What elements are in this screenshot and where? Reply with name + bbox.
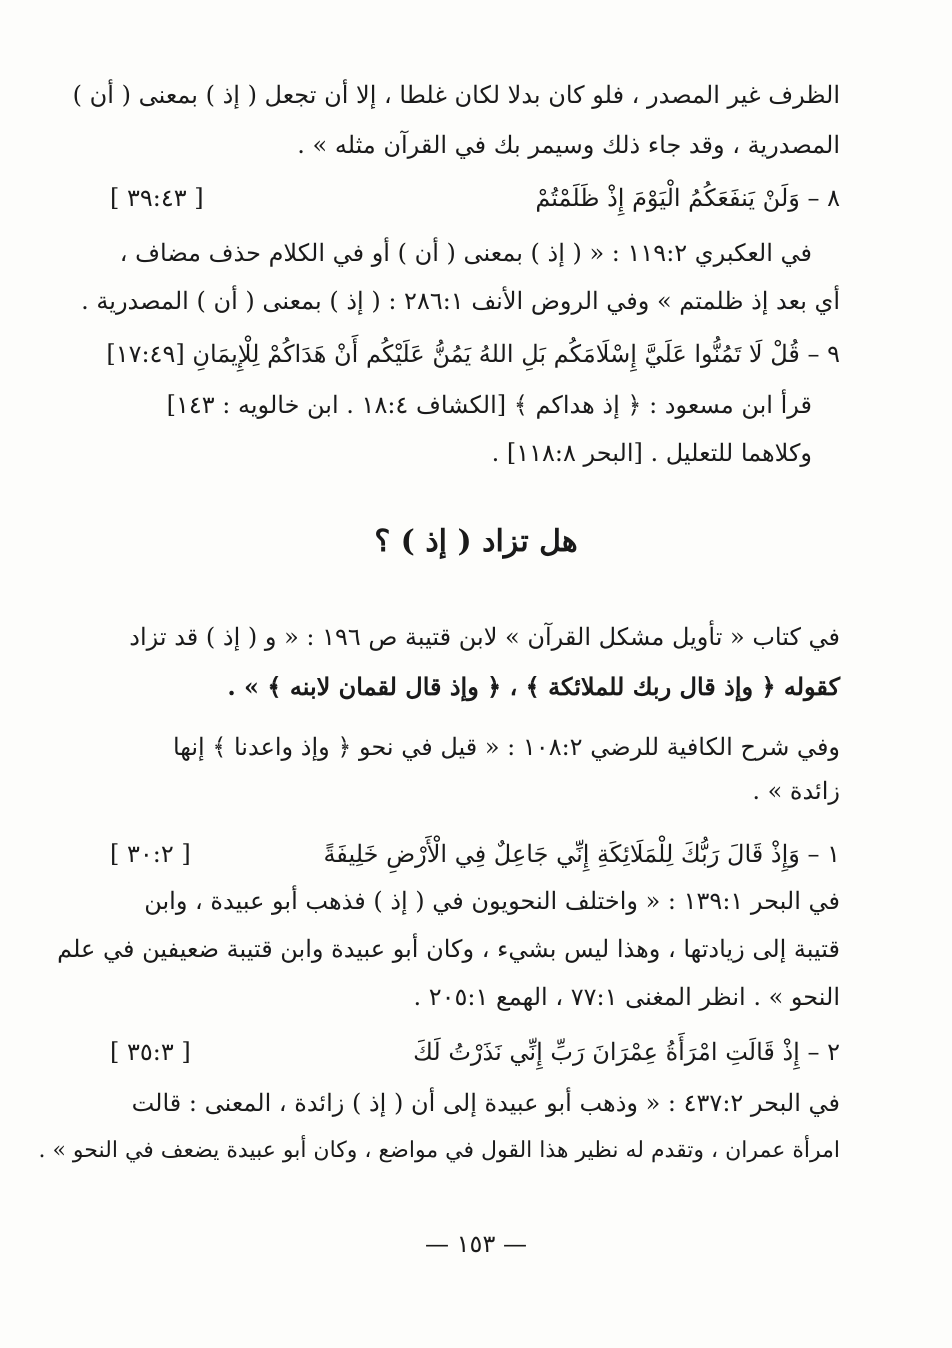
verse-text: ١ – وَإِذْ قَالَ رَبُّكَ لِلْمَلَائِكَةِ إِنِّي جَاعِلٌ فِي الْأَرْضِ خَلِيفَةً <box>323 840 840 868</box>
note-line: في البحر ١٣٩:١ : « واختلف النحويون في ( إذ ) فذهب أبو عبيدة ، وابن <box>144 887 840 915</box>
note-line: وكلاهما للتعليل . [البحر ١١٨:٨] . <box>491 439 812 467</box>
note-line: في البحر ٤٣٧:٢ : « وذهب أبو عبيدة إلى أن ( إذ ) زائدة ، المعنى : قالت <box>131 1089 840 1117</box>
page-number: — ١٥٣ — <box>425 1230 527 1258</box>
verse-reference: [ ٣٥:٣ ] <box>110 1038 191 1066</box>
note-line: النحو » . انظر المغنى ٧٧:١ ، الهمع ٢٠٥:١ . <box>413 983 840 1011</box>
paragraph-line: كقوله ﴿ وإذ قال ربك للملائكة ﴾ ، ﴿ وإذ قال لقمان لابنه ﴾ » . <box>227 672 840 701</box>
note-line: أي بعد إذ ظلمتم » وفي الروض الأنف ٢٨٦:١ : ( إذ ) بمعنى ( أن ) المصدرية . <box>81 287 840 315</box>
paragraph-line: الظرف غير المصدر ، فلو كان بدلا لكان غلطا ، إلا أن تجعل ( إذ ) بمعنى ( أن ) <box>72 81 840 109</box>
paragraph-line: في كتاب « تأويل مشكل القرآن » لابن قتيبة ص ١٩٦ : « و ( إذ ) قد تزاد <box>129 623 840 651</box>
verse-reference: [ ٣٩:٤٣ ] <box>110 184 204 212</box>
verse-1 <box>110 836 840 872</box>
verse-9 <box>106 336 840 372</box>
verse-8 <box>110 180 840 216</box>
verse-2 <box>110 1034 840 1070</box>
verse-text: ٩ – قُلْ لَا تَمُنُّوا عَلَيَّ إِسْلَامَكُم بَلِ اللهُ يَمُنُّ عَلَيْكُم أَنْ هَدَاكُمْ لِلْإِيمَانِ [١٧:٤٩] <box>106 340 840 368</box>
verse-reference: [ ٣٠:٢ ] <box>110 840 191 868</box>
section-title: هل تزاد ( إذ ) ؟ <box>374 524 578 559</box>
paragraph-line: زائدة » . <box>752 777 840 805</box>
verse-text: ٢ – إِذْ قَالَتِ امْرَأَةُ عِمْرَانَ رَبِّ إِنِّي نَذَرْتُ لَكَ <box>413 1038 840 1066</box>
paragraph-line: وفي شرح الكافية للرضي ١٠٨:٢ : « قيل في نحو ﴿ وإذ واعدنا ﴾ إنها <box>172 733 840 761</box>
paragraph-line: المصدرية ، وقد جاء ذلك وسيمر بك في القرآن مثله » . <box>297 131 840 159</box>
note-line: في العكبري ١١٩:٢ : « ( إذ ) بمعنى ( أن ) أو في الكلام حذف مضاف ، <box>119 239 812 267</box>
note-line: قرأ ابن مسعود : ﴿ إذ هداكم ﴾ [الكشاف ١٨:٤ . ابن خالويه : ١٤٣] <box>166 391 812 419</box>
note-line: امرأة عمران ، وتقدم له نظير هذا القول في مواضع ، وكان أبو عبيدة يضعف في النحو » . <box>38 1138 840 1163</box>
note-line: قتيبة إلى زيادتها ، وهذا ليس بشيء ، وكان أبو عبيدة وابن قتيبة ضعيفين في علم <box>57 935 840 963</box>
verse-text: ٨ – وَلَنْ يَنفَعَكُمُ الْيَوْمَ إِذْ ظَلَمْتُمْ <box>535 184 840 212</box>
